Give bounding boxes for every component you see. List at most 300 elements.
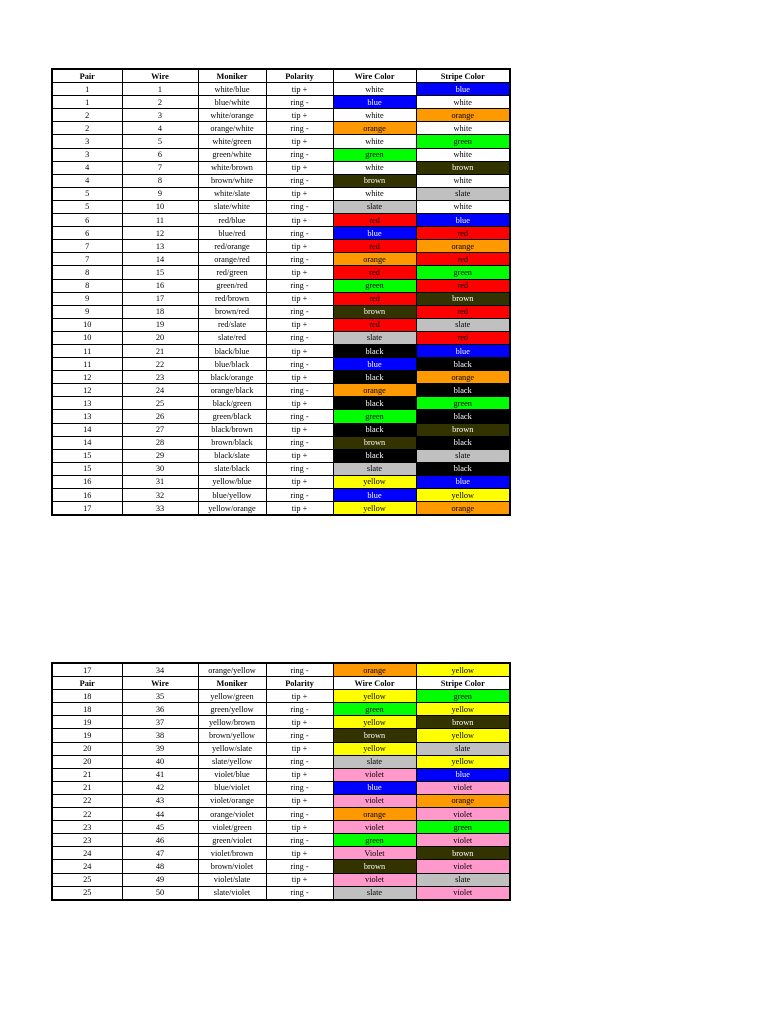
- pair-cell: 2: [52, 109, 122, 122]
- table-row: [52, 860, 510, 873]
- table-row: [52, 397, 510, 410]
- table-row: [52, 187, 510, 200]
- wire-cell: 38: [122, 729, 198, 742]
- wire-color-cell: green: [333, 279, 416, 292]
- stripe-color-cell: brown: [416, 292, 510, 305]
- moniker-cell: blue/violet: [198, 781, 266, 794]
- polarity-cell: ring -: [266, 781, 333, 794]
- stripe-color-cell: violet: [416, 834, 510, 847]
- wire-color-cell: brown: [333, 860, 416, 873]
- polarity-cell: tip +: [266, 847, 333, 860]
- wire-cell: 13: [122, 240, 198, 253]
- stripe-color-cell: blue: [416, 344, 510, 357]
- moniker-cell: brown/yellow: [198, 729, 266, 742]
- pair-cell: 6: [52, 227, 122, 240]
- moniker-cell: white/orange: [198, 109, 266, 122]
- table-row: [52, 768, 510, 781]
- polarity-cell: tip +: [266, 344, 333, 357]
- wire-cell: 43: [122, 794, 198, 807]
- moniker-cell: slate/yellow: [198, 755, 266, 768]
- table-row: [52, 266, 510, 279]
- stripe-color-cell: yellow: [416, 729, 510, 742]
- moniker-cell: brown/red: [198, 305, 266, 318]
- moniker-cell: brown/violet: [198, 860, 266, 873]
- pair-cell: 24: [52, 847, 122, 860]
- polarity-cell: ring -: [266, 174, 333, 187]
- wire-color-cell: black: [333, 423, 416, 436]
- pair-cell: 14: [52, 436, 122, 449]
- wire-color-cell: black: [333, 344, 416, 357]
- wire-color-cell: white: [333, 187, 416, 200]
- polarity-cell: ring -: [266, 834, 333, 847]
- moniker-cell: orange/red: [198, 253, 266, 266]
- wire-color-cell: red: [333, 292, 416, 305]
- moniker-cell: orange/violet: [198, 808, 266, 821]
- wire-cell: 49: [122, 873, 198, 886]
- table-row: [52, 489, 510, 502]
- pair-cell: 14: [52, 423, 122, 436]
- moniker-cell: green/violet: [198, 834, 266, 847]
- wire-cell: 28: [122, 436, 198, 449]
- moniker-cell: yellow/brown: [198, 716, 266, 729]
- header-stripe-color: Stripe Color: [416, 677, 510, 690]
- moniker-cell: blue/black: [198, 358, 266, 371]
- moniker-cell: green/white: [198, 148, 266, 161]
- header-row: [52, 69, 510, 83]
- stripe-color-cell: slate: [416, 318, 510, 331]
- moniker-cell: green/red: [198, 279, 266, 292]
- table-row: [52, 135, 510, 148]
- polarity-cell: tip +: [266, 371, 333, 384]
- pair-cell: 23: [52, 821, 122, 834]
- table-row: [52, 305, 510, 318]
- table-2-header: [52, 677, 510, 690]
- table-row: [52, 174, 510, 187]
- pair-cell: 12: [52, 371, 122, 384]
- pair-cell: 25: [52, 873, 122, 886]
- header-row: [52, 677, 510, 690]
- polarity-cell: tip +: [266, 214, 333, 227]
- table-row: [52, 83, 510, 96]
- stripe-color-cell: black: [416, 410, 510, 423]
- wire-color-cell: blue: [333, 96, 416, 109]
- table-row: [52, 331, 510, 344]
- polarity-cell: ring -: [266, 122, 333, 135]
- wire-cell: 3: [122, 109, 198, 122]
- polarity-cell: ring -: [266, 436, 333, 449]
- polarity-cell: ring -: [266, 96, 333, 109]
- stripe-color-cell: red: [416, 227, 510, 240]
- pair-cell: 6: [52, 214, 122, 227]
- moniker-cell: white/slate: [198, 187, 266, 200]
- moniker-cell: violet/brown: [198, 847, 266, 860]
- polarity-cell: tip +: [266, 292, 333, 305]
- table-row: [52, 410, 510, 423]
- table-row: [52, 808, 510, 821]
- wire-cell: 18: [122, 305, 198, 318]
- wire-cell: 47: [122, 847, 198, 860]
- wire-cell: 14: [122, 253, 198, 266]
- wire-color-cell: yellow: [333, 502, 416, 516]
- polarity-cell: ring -: [266, 410, 333, 423]
- table-row: [52, 109, 510, 122]
- pair-cell: 18: [52, 703, 122, 716]
- polarity-cell: ring -: [266, 279, 333, 292]
- pair-cell: 16: [52, 489, 122, 502]
- wire-cell: 42: [122, 781, 198, 794]
- polarity-cell: ring -: [266, 200, 333, 213]
- wire-color-cell: blue: [333, 227, 416, 240]
- polarity-cell: tip +: [266, 475, 333, 488]
- moniker-cell: blue/white: [198, 96, 266, 109]
- wire-cell: 39: [122, 742, 198, 755]
- moniker-cell: yellow/slate: [198, 742, 266, 755]
- polarity-cell: tip +: [266, 873, 333, 886]
- table-row: [52, 436, 510, 449]
- wire-color-cell: red: [333, 240, 416, 253]
- wire-cell: 4: [122, 122, 198, 135]
- pair-cell: 8: [52, 279, 122, 292]
- stripe-color-cell: green: [416, 135, 510, 148]
- polarity-cell: tip +: [266, 83, 333, 96]
- polarity-cell: tip +: [266, 821, 333, 834]
- table-row: [52, 729, 510, 742]
- moniker-cell: slate/violet: [198, 886, 266, 900]
- wire-color-cell: violet: [333, 873, 416, 886]
- wire-cell: 44: [122, 808, 198, 821]
- wire-cell: 23: [122, 371, 198, 384]
- stripe-color-cell: yellow: [416, 489, 510, 502]
- polarity-cell: ring -: [266, 703, 333, 716]
- stripe-color-cell: black: [416, 462, 510, 475]
- table-row: [52, 122, 510, 135]
- moniker-cell: slate/white: [198, 200, 266, 213]
- table-row: [52, 886, 510, 900]
- moniker-cell: black/brown: [198, 423, 266, 436]
- table-row: [52, 462, 510, 475]
- moniker-cell: red/brown: [198, 292, 266, 305]
- pair-cell: 1: [52, 96, 122, 109]
- stripe-color-cell: blue: [416, 768, 510, 781]
- wire-color-cell: orange: [333, 384, 416, 397]
- stripe-color-cell: green: [416, 397, 510, 410]
- table-row: [52, 214, 510, 227]
- moniker-cell: white/blue: [198, 83, 266, 96]
- pair-cell: 25: [52, 886, 122, 900]
- table-row: [52, 227, 510, 240]
- pair-cell: 8: [52, 266, 122, 279]
- polarity-cell: tip +: [266, 742, 333, 755]
- stripe-color-cell: blue: [416, 83, 510, 96]
- table-1-body: [52, 83, 510, 516]
- polarity-cell: ring -: [266, 886, 333, 900]
- polarity-cell: ring -: [266, 663, 333, 677]
- stripe-color-cell: white: [416, 148, 510, 161]
- color-code-table-1: [51, 68, 511, 516]
- stripe-color-cell: red: [416, 305, 510, 318]
- moniker-cell: yellow/orange: [198, 502, 266, 516]
- moniker-cell: slate/black: [198, 462, 266, 475]
- moniker-cell: violet/orange: [198, 794, 266, 807]
- stripe-color-cell: violet: [416, 886, 510, 900]
- wire-color-cell: blue: [333, 781, 416, 794]
- stripe-color-cell: orange: [416, 109, 510, 122]
- wire-color-cell: orange: [333, 808, 416, 821]
- wire-cell: 6: [122, 148, 198, 161]
- stripe-color-cell: yellow: [416, 703, 510, 716]
- wire-color-cell: violet: [333, 794, 416, 807]
- wire-cell: 5: [122, 135, 198, 148]
- wire-color-cell: black: [333, 397, 416, 410]
- color-code-table-2: [51, 662, 511, 901]
- moniker-cell: yellow/green: [198, 690, 266, 703]
- stripe-color-cell: orange: [416, 371, 510, 384]
- stripe-color-cell: green: [416, 690, 510, 703]
- wire-color-cell: yellow: [333, 716, 416, 729]
- wire-cell: 37: [122, 716, 198, 729]
- pair-cell: 21: [52, 768, 122, 781]
- table-row: [52, 742, 510, 755]
- header-wire-color: Wire Color: [333, 677, 416, 690]
- pair-cell: 9: [52, 292, 122, 305]
- moniker-cell: brown/white: [198, 174, 266, 187]
- pair-cell: 2: [52, 122, 122, 135]
- wire-cell: 40: [122, 755, 198, 768]
- table-row: [52, 200, 510, 213]
- wire-cell: 41: [122, 768, 198, 781]
- table-row: [52, 96, 510, 109]
- wire-cell: 15: [122, 266, 198, 279]
- moniker-cell: red/blue: [198, 214, 266, 227]
- pair-cell: 11: [52, 344, 122, 357]
- polarity-cell: tip +: [266, 449, 333, 462]
- table-row: [52, 847, 510, 860]
- wire-cell: 30: [122, 462, 198, 475]
- moniker-cell: white/brown: [198, 161, 266, 174]
- moniker-cell: orange/yellow: [198, 663, 266, 677]
- wire-color-cell: red: [333, 318, 416, 331]
- wire-cell: 16: [122, 279, 198, 292]
- moniker-cell: slate/red: [198, 331, 266, 344]
- pair-cell: 16: [52, 475, 122, 488]
- polarity-cell: ring -: [266, 729, 333, 742]
- wire-cell: 10: [122, 200, 198, 213]
- wire-cell: 24: [122, 384, 198, 397]
- polarity-cell: tip +: [266, 794, 333, 807]
- pair-cell: 5: [52, 187, 122, 200]
- wire-cell: 46: [122, 834, 198, 847]
- wire-cell: 8: [122, 174, 198, 187]
- table-row: [52, 755, 510, 768]
- pair-cell: 17: [52, 663, 122, 677]
- header-wire: Wire: [122, 69, 198, 83]
- polarity-cell: tip +: [266, 318, 333, 331]
- polarity-cell: tip +: [266, 716, 333, 729]
- wire-color-cell: orange: [333, 253, 416, 266]
- header-stripe-color: Stripe Color: [416, 69, 510, 83]
- moniker-cell: brown/black: [198, 436, 266, 449]
- pair-cell: 4: [52, 161, 122, 174]
- pair-cell: 3: [52, 148, 122, 161]
- wire-color-cell: green: [333, 148, 416, 161]
- wire-color-cell: brown: [333, 305, 416, 318]
- table-row: [52, 292, 510, 305]
- wire-cell: 21: [122, 344, 198, 357]
- moniker-cell: black/orange: [198, 371, 266, 384]
- moniker-cell: violet/green: [198, 821, 266, 834]
- stripe-color-cell: yellow: [416, 663, 510, 677]
- polarity-cell: tip +: [266, 502, 333, 516]
- wire-color-cell: slate: [333, 755, 416, 768]
- pair-cell: 19: [52, 716, 122, 729]
- pair-cell: 1: [52, 83, 122, 96]
- wire-cell: 1: [122, 83, 198, 96]
- wire-color-cell: orange: [333, 122, 416, 135]
- stripe-color-cell: violet: [416, 808, 510, 821]
- wire-cell: 50: [122, 886, 198, 900]
- wire-cell: 29: [122, 449, 198, 462]
- pair-cell: 21: [52, 781, 122, 794]
- moniker-cell: red/slate: [198, 318, 266, 331]
- polarity-cell: ring -: [266, 489, 333, 502]
- table-row: [52, 358, 510, 371]
- stripe-color-cell: red: [416, 253, 510, 266]
- wire-color-cell: yellow: [333, 742, 416, 755]
- wire-color-cell: orange: [333, 663, 416, 677]
- stripe-color-cell: white: [416, 174, 510, 187]
- table-row: [52, 690, 510, 703]
- header-pair: Pair: [52, 69, 122, 83]
- table-2-carry-over: [52, 663, 510, 677]
- wire-color-cell: red: [333, 214, 416, 227]
- polarity-cell: ring -: [266, 755, 333, 768]
- table-row: [52, 873, 510, 886]
- pair-cell: 10: [52, 331, 122, 344]
- table-row: [52, 834, 510, 847]
- stripe-color-cell: green: [416, 821, 510, 834]
- polarity-cell: tip +: [266, 161, 333, 174]
- wire-cell: 11: [122, 214, 198, 227]
- table-row: [52, 449, 510, 462]
- pair-cell: 17: [52, 502, 122, 516]
- stripe-color-cell: blue: [416, 475, 510, 488]
- pair-cell: 10: [52, 318, 122, 331]
- wire-color-cell: white: [333, 161, 416, 174]
- polarity-cell: ring -: [266, 253, 333, 266]
- stripe-color-cell: brown: [416, 847, 510, 860]
- stripe-color-cell: red: [416, 279, 510, 292]
- table-row: [52, 502, 510, 516]
- wire-color-cell: black: [333, 449, 416, 462]
- polarity-cell: tip +: [266, 690, 333, 703]
- wire-color-cell: yellow: [333, 690, 416, 703]
- wire-cell: 26: [122, 410, 198, 423]
- polarity-cell: tip +: [266, 240, 333, 253]
- wire-cell: 34: [122, 663, 198, 677]
- wire-cell: 17: [122, 292, 198, 305]
- wire-color-cell: green: [333, 703, 416, 716]
- pair-cell: 15: [52, 462, 122, 475]
- pair-cell: 18: [52, 690, 122, 703]
- moniker-cell: yellow/blue: [198, 475, 266, 488]
- table-row: [52, 384, 510, 397]
- wire-cell: 12: [122, 227, 198, 240]
- table-row: [52, 371, 510, 384]
- stripe-color-cell: brown: [416, 423, 510, 436]
- stripe-color-cell: brown: [416, 161, 510, 174]
- moniker-cell: red/green: [198, 266, 266, 279]
- moniker-cell: blue/red: [198, 227, 266, 240]
- polarity-cell: ring -: [266, 462, 333, 475]
- pair-cell: 4: [52, 174, 122, 187]
- stripe-color-cell: violet: [416, 860, 510, 873]
- stripe-color-cell: white: [416, 96, 510, 109]
- pair-cell: 5: [52, 200, 122, 213]
- table-row: [52, 318, 510, 331]
- wire-color-cell: slate: [333, 462, 416, 475]
- pair-cell: 13: [52, 410, 122, 423]
- table-row: [52, 161, 510, 174]
- moniker-cell: orange/black: [198, 384, 266, 397]
- polarity-cell: tip +: [266, 397, 333, 410]
- moniker-cell: black/blue: [198, 344, 266, 357]
- wire-color-cell: slate: [333, 200, 416, 213]
- wire-cell: 9: [122, 187, 198, 200]
- pair-cell: 7: [52, 240, 122, 253]
- polarity-cell: tip +: [266, 135, 333, 148]
- header-pair: Pair: [52, 677, 122, 690]
- moniker-cell: violet/slate: [198, 873, 266, 886]
- wire-color-cell: violet: [333, 768, 416, 781]
- pair-cell: 11: [52, 358, 122, 371]
- moniker-cell: green/yellow: [198, 703, 266, 716]
- polarity-cell: ring -: [266, 358, 333, 371]
- polarity-cell: ring -: [266, 384, 333, 397]
- pair-cell: 22: [52, 794, 122, 807]
- table-row: [52, 423, 510, 436]
- table-2-body: [52, 690, 510, 900]
- stripe-color-cell: green: [416, 266, 510, 279]
- stripe-color-cell: slate: [416, 873, 510, 886]
- header-moniker: Moniker: [198, 69, 266, 83]
- table-row: [52, 344, 510, 357]
- polarity-cell: tip +: [266, 768, 333, 781]
- wire-color-cell: brown: [333, 729, 416, 742]
- table-row: [52, 663, 510, 677]
- pair-cell: 7: [52, 253, 122, 266]
- wire-cell: 31: [122, 475, 198, 488]
- wire-cell: 19: [122, 318, 198, 331]
- wire-cell: 35: [122, 690, 198, 703]
- wire-cell: 33: [122, 502, 198, 516]
- moniker-cell: white/green: [198, 135, 266, 148]
- polarity-cell: ring -: [266, 860, 333, 873]
- wire-cell: 2: [122, 96, 198, 109]
- polarity-cell: tip +: [266, 423, 333, 436]
- table-row: [52, 253, 510, 266]
- polarity-cell: ring -: [266, 808, 333, 821]
- header-polarity: Polarity: [266, 69, 333, 83]
- wire-color-cell: black: [333, 371, 416, 384]
- polarity-cell: tip +: [266, 109, 333, 122]
- polarity-cell: tip +: [266, 187, 333, 200]
- moniker-cell: black/green: [198, 397, 266, 410]
- pair-cell: 19: [52, 729, 122, 742]
- stripe-color-cell: slate: [416, 742, 510, 755]
- moniker-cell: orange/white: [198, 122, 266, 135]
- pair-cell: 3: [52, 135, 122, 148]
- pair-cell: 9: [52, 305, 122, 318]
